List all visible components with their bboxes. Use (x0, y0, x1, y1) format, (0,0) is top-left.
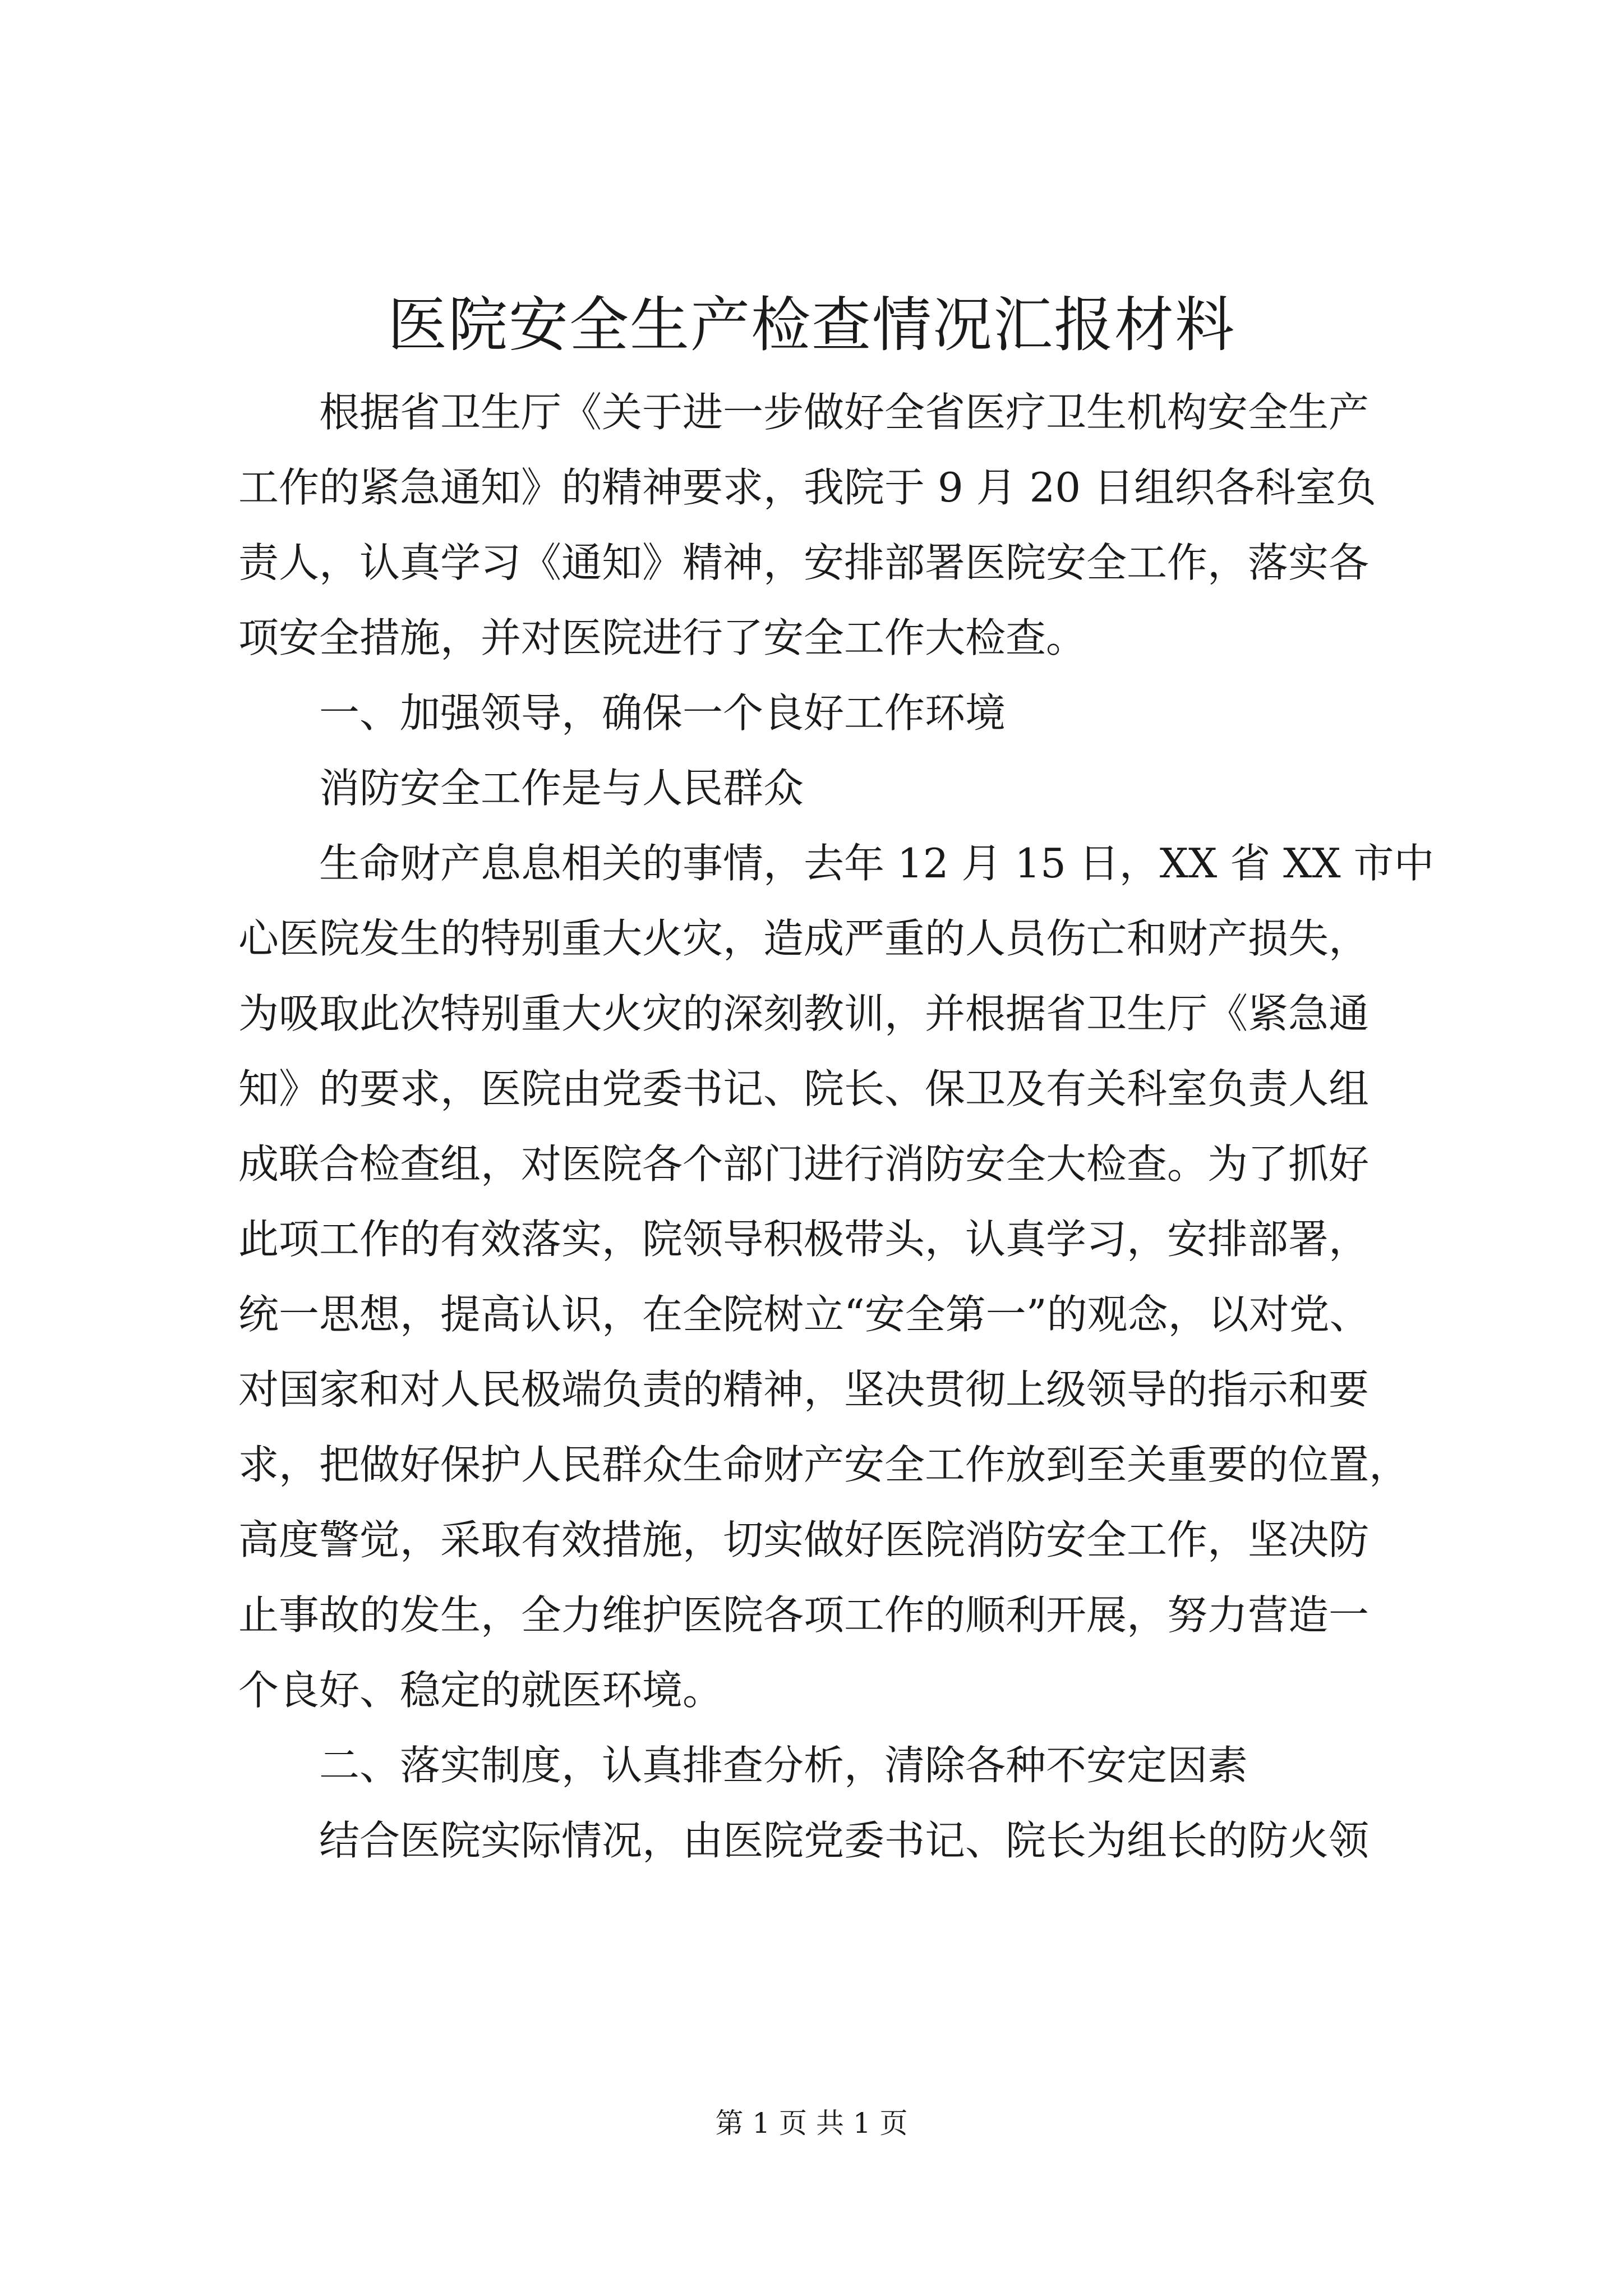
body-line: 为吸取此次特别重大火灾的深刻教训，并根据省卫生厅《紧急通 (238, 990, 1370, 1037)
section-heading-1: 一、加强领导，确保一个良好工作环境 (238, 689, 1006, 737)
body-line: 心医院发生的特别重大火灾，造成严重的人员伤亡和财产损失， (238, 915, 1370, 962)
body-line: 生命财产息息相关的事情，去年 12 月 15 日，XX 省 XX 市中 (238, 840, 1435, 887)
body-line: 对国家和对人民极端负责的精神，坚决贯彻上级领导的指示和要 (238, 1366, 1370, 1413)
body-line: 责人，认真学习《通知》精神，安排部署医院安全工作，落实各 (238, 539, 1370, 586)
body-line: 工作的紧急通知》的精神要求，我院于 9 月 20 日组织各科室负 (238, 464, 1376, 511)
body-line: 消防安全工作是与人民群众 (238, 765, 804, 812)
page-footer: 第 1 页 共 1 页 (715, 2107, 908, 2139)
body-line: 止事故的发生，全力维护医院各项工作的顺利开展，努力营造一 (238, 1591, 1370, 1639)
body-line: 成联合检查组，对医院各个部门进行消防安全大检查。为了抓好 (238, 1140, 1370, 1188)
body-line: 统一思想，提高认识，在全院树立“安全第一”的观念，以对党、 (238, 1291, 1370, 1338)
body-line: 高度警觉，采取有效措施，切实做好医院消防安全工作，坚决防 (238, 1516, 1370, 1563)
document-body (238, 375, 1435, 1878)
body-line: 求，把做好保护人民群众生命财产安全工作放到至关重要的位置， (238, 1441, 1410, 1488)
body-line: 此项工作的有效落实，院领导积极带头，认真学习，安排部署， (238, 1216, 1370, 1263)
body-line: 个良好、稳定的就医环境。 (238, 1667, 723, 1714)
body-line: 根据省卫生厅《关于进一步做好全省医疗卫生机构安全生产 (238, 389, 1370, 436)
section-heading-2: 二、落实制度，认真排查分析，清除各种不安定因素 (238, 1742, 1248, 1789)
body-line: 结合医院实际情况，由医院党委书记、院长为组长的防火领 (238, 1817, 1370, 1864)
body-line: 项安全措施，并对医院进行了安全工作大检查。 (238, 614, 1087, 661)
body-line: 知》的要求，医院由党委书记、院长、保卫及有关科室负责人组 (238, 1065, 1370, 1112)
document-title: 医院安全生产检查情况汇报材料 (388, 291, 1235, 360)
